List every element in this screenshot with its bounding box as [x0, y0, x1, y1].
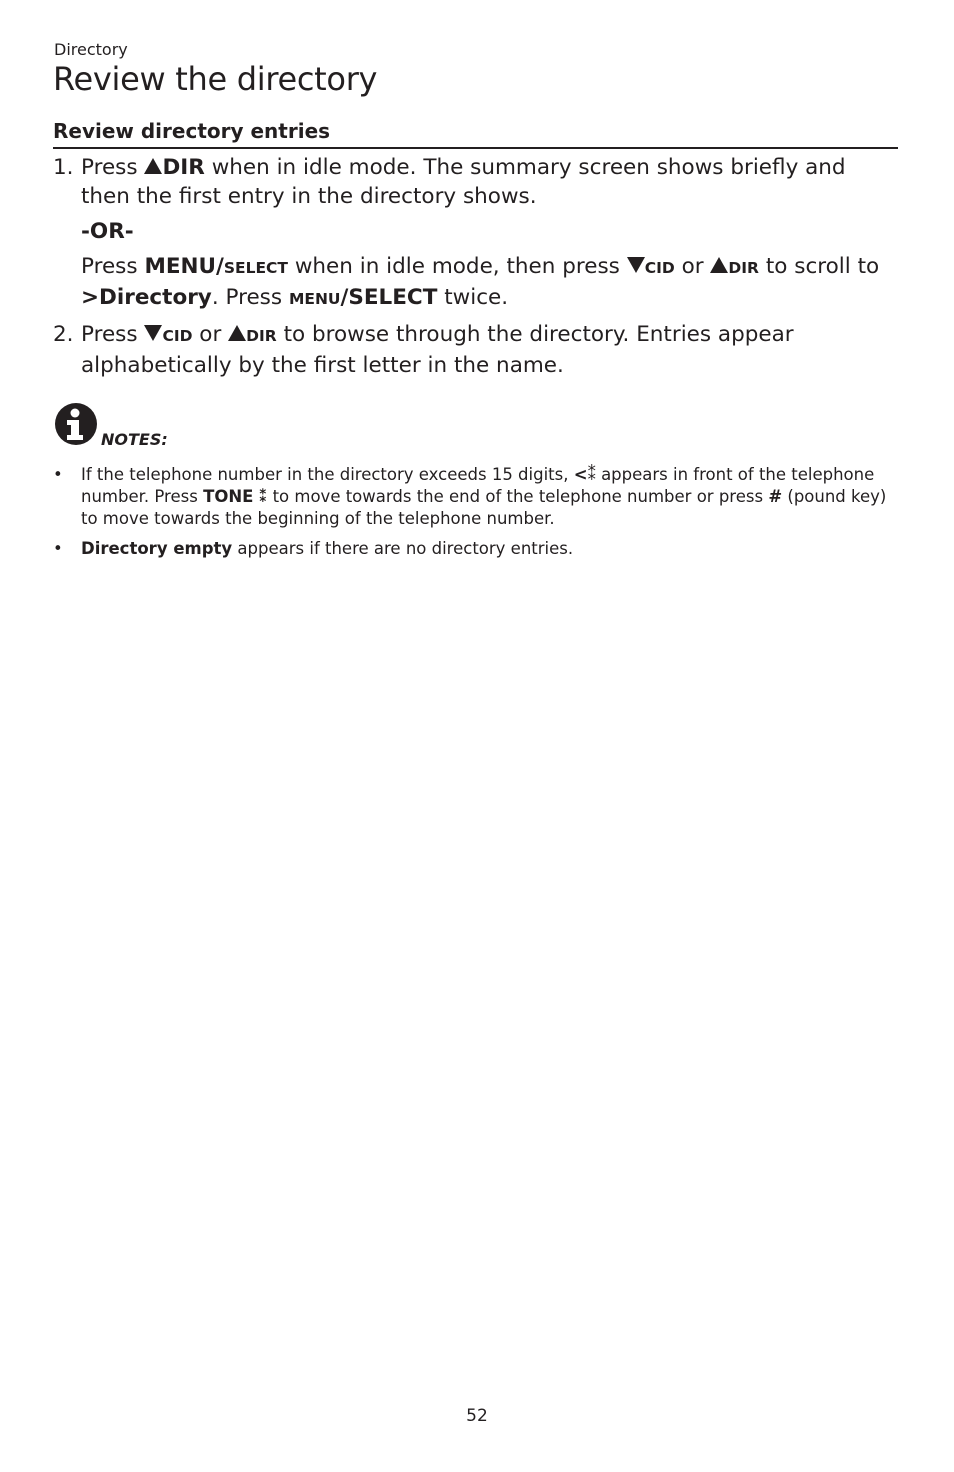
text: to move towards the end of the telephone number or press — [272, 487, 764, 506]
up-arrow-icon — [228, 325, 246, 341]
down-arrow-icon — [627, 257, 645, 273]
cid-key: CID — [644, 259, 675, 277]
text: twice. — [444, 285, 509, 310]
text: or — [199, 322, 222, 347]
up-arrow-icon — [144, 158, 162, 174]
step-2 — [53, 320, 898, 380]
section-label: Directory — [54, 40, 128, 59]
step-list — [53, 153, 898, 380]
pound-key: # — [768, 487, 783, 506]
step-number: 1. — [53, 155, 74, 180]
text: Press — [81, 322, 138, 347]
select-key: /SELECT — [340, 285, 438, 310]
text: when in idle mode. The summary screen shows briefly and then the first entry in the directory shows. — [81, 155, 846, 209]
text: appears if there are no directory entries. — [237, 539, 574, 558]
cid-key: CID — [162, 327, 193, 345]
text: to browse through the directory. Entries appear alphabetically by the first letter in the name. — [81, 322, 794, 378]
dir-key: DIR — [728, 259, 759, 277]
step-1 — [53, 153, 898, 314]
note-item — [53, 538, 903, 560]
symbol: < — [573, 465, 588, 484]
down-arrow-icon — [144, 325, 162, 341]
text: (pound key) to move towards the beginning of the telephone number. — [81, 487, 887, 528]
dir-key: DIR — [162, 155, 205, 180]
subheading: Review directory entries — [53, 119, 898, 149]
text: to scroll to — [765, 254, 880, 279]
select-key: SELECT — [223, 259, 288, 277]
menu-key: MENU/ — [144, 254, 224, 279]
or-divider: -OR- — [81, 219, 134, 244]
text: or — [681, 254, 704, 279]
menu-key: MENU — [288, 290, 341, 308]
bullet-icon: • — [53, 539, 63, 558]
star-key-icon: ⁑ — [258, 487, 268, 506]
page-number: 52 — [466, 1406, 488, 1426]
up-arrow-icon — [710, 257, 728, 273]
text: Press — [81, 155, 138, 180]
bullet-icon: • — [53, 465, 63, 484]
directory-menu: >Directory — [81, 285, 212, 310]
text: when in idle mode, then press — [294, 254, 620, 279]
step-number: 2. — [53, 322, 74, 347]
page-title: Review the directory — [53, 60, 378, 98]
info-icon — [54, 402, 98, 446]
alt-instructions — [81, 252, 898, 314]
text: . Press — [211, 285, 283, 310]
text: appears in front of the telephone number. Press — [81, 465, 875, 506]
dir-key: DIR — [246, 327, 277, 345]
text: If the telephone number in the directory exceeds 15 digits, — [81, 465, 569, 484]
note-item — [53, 464, 903, 530]
notes-list — [53, 464, 903, 568]
star-icon: ⁑ — [587, 465, 596, 484]
directory-empty-label: Directory empty — [81, 539, 233, 558]
text: Press — [81, 254, 138, 279]
notes-label: NOTES: — [101, 430, 168, 449]
tone-key: TONE — [203, 487, 254, 506]
